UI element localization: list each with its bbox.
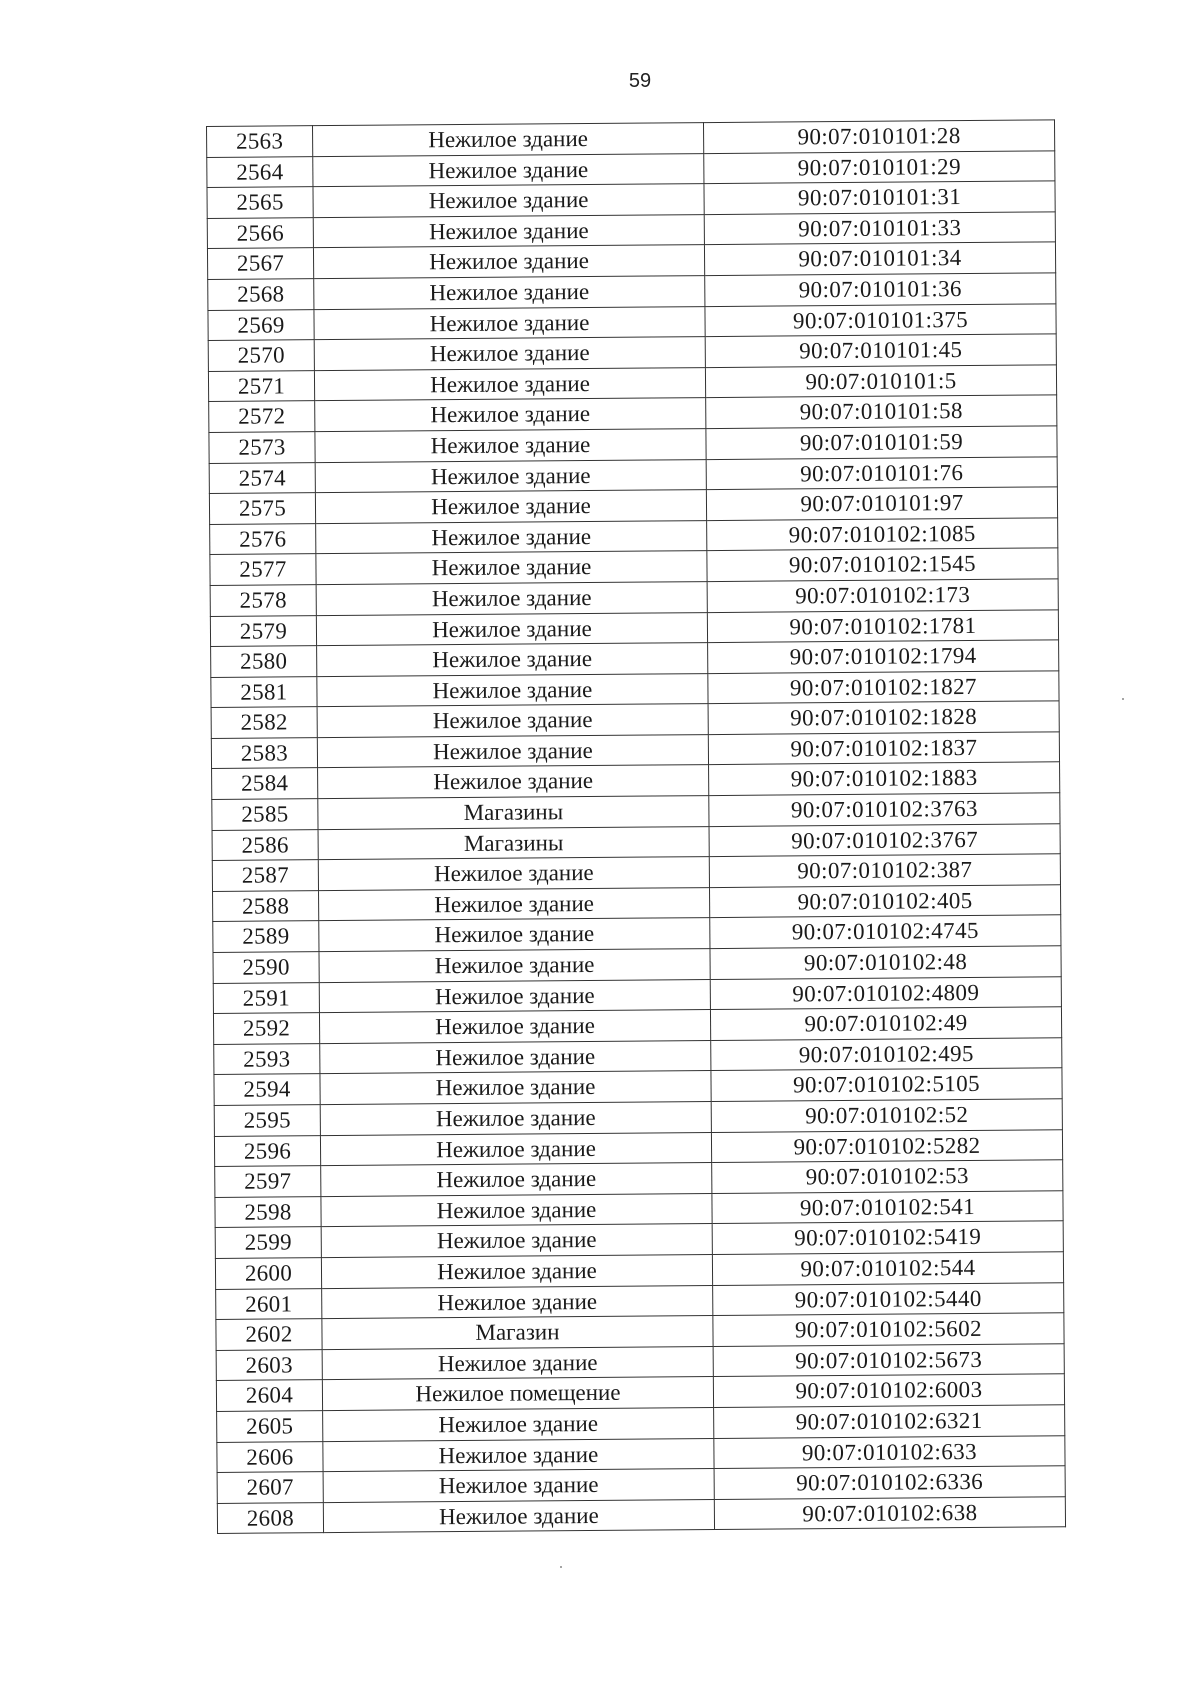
row-number-cell: 2599 <box>215 1227 321 1258</box>
cadastral-number-cell: 90:07:010102:544 <box>712 1252 1063 1285</box>
row-number-cell: 2574 <box>209 462 315 493</box>
object-type-cell: Нежилое здание <box>319 887 710 921</box>
row-number-cell: 2591 <box>213 982 319 1013</box>
row-number-cell: 2600 <box>215 1258 321 1289</box>
cadastral-number-cell: 90:07:010102:1883 <box>709 762 1060 795</box>
object-type-cell: Нежилое здание <box>320 1071 711 1105</box>
cadastral-number-cell: 90:07:010102:3767 <box>709 823 1060 856</box>
row-number-cell: 2578 <box>210 585 316 616</box>
cadastral-number-cell: 90:07:010102:5105 <box>711 1068 1062 1101</box>
cadastral-number-cell: 90:07:010102:1837 <box>708 732 1059 765</box>
cadastral-number-cell: 90:07:010102:52 <box>711 1099 1062 1132</box>
row-number-cell: 2563 <box>207 126 313 157</box>
object-type-cell: Нежилое здание <box>320 1040 711 1074</box>
row-number-cell: 2608 <box>217 1502 323 1533</box>
row-number-cell: 2580 <box>211 646 317 677</box>
object-type-cell: Нежилое здание <box>321 1224 712 1258</box>
object-type-cell: Нежилое здание <box>319 918 710 952</box>
cadastral-number-cell: 90:07:010102:49 <box>710 1007 1061 1040</box>
row-number-cell: 2579 <box>210 615 316 646</box>
cadastral-number-cell: 90:07:010101:33 <box>704 212 1055 245</box>
row-number-cell: 2581 <box>211 676 317 707</box>
object-type-cell: Нежилое здание <box>313 123 704 157</box>
row-number-cell: 2587 <box>212 860 318 891</box>
object-type-cell: Нежилое здание <box>313 214 704 248</box>
row-number-cell: 2577 <box>210 554 316 585</box>
object-type-cell: Нежилое здание <box>317 704 708 738</box>
row-number-cell: 2590 <box>213 952 319 983</box>
cadastral-number-cell: 90:07:010102:1794 <box>708 640 1059 673</box>
cadastral-number-cell: 90:07:010102:1085 <box>707 518 1058 551</box>
row-number-cell: 2607 <box>217 1472 323 1503</box>
cadastral-number-cell: 90:07:010102:495 <box>711 1038 1062 1071</box>
cadastral-number-cell: 90:07:010102:387 <box>709 854 1060 887</box>
object-type-cell: Нежилое здание <box>315 490 706 524</box>
row-number-cell: 2586 <box>212 829 318 860</box>
row-number-cell: 2583 <box>211 738 317 769</box>
row-number-cell: 2565 <box>207 187 313 218</box>
cadastral-number-cell: 90:07:010102:48 <box>710 946 1061 979</box>
row-number-cell: 2602 <box>216 1319 322 1350</box>
row-number-cell: 2567 <box>207 248 313 279</box>
table-row <box>217 1497 1065 1534</box>
page-number: 59 <box>628 70 652 92</box>
row-number-cell: 2597 <box>215 1166 321 1197</box>
cadastral-number-cell: 90:07:010102:5673 <box>713 1344 1064 1377</box>
cadastral-number-cell: 90:07:010102:4745 <box>710 915 1061 948</box>
object-type-cell: Нежилое здание <box>317 673 708 707</box>
object-type-cell: Нежилое здание <box>321 1255 712 1289</box>
object-type-cell: Нежилое здание <box>313 184 704 218</box>
row-number-cell: 2575 <box>209 493 315 524</box>
cadastral-number-cell: 90:07:010102:4809 <box>710 976 1061 1009</box>
row-number-cell: 2573 <box>209 432 315 463</box>
cadastral-number-cell: 90:07:010101:58 <box>706 395 1057 428</box>
cadastral-number-cell: 90:07:010102:6321 <box>714 1405 1065 1438</box>
object-type-cell: Нежилое здание <box>321 1163 712 1197</box>
row-number-cell: 2601 <box>216 1288 322 1319</box>
object-type-cell: Нежилое здание <box>314 306 705 340</box>
object-type-cell: Нежилое здание <box>313 245 704 279</box>
cadastral-number-cell: 90:07:010102:541 <box>712 1191 1063 1224</box>
registry-table <box>206 119 1066 1534</box>
object-type-cell: Нежилое здание <box>319 1010 710 1044</box>
cadastral-number-cell: 90:07:010101:28 <box>703 120 1054 153</box>
object-type-cell: Нежилое здание <box>316 612 707 646</box>
object-type-cell: Нежилое здание <box>314 367 705 401</box>
cadastral-number-cell: 90:07:010102:53 <box>712 1160 1063 1193</box>
row-number-cell: 2605 <box>217 1411 323 1442</box>
cadastral-number-cell: 90:07:010102:1828 <box>708 701 1059 734</box>
cadastral-number-cell: 90:07:010101:34 <box>704 242 1055 275</box>
object-type-cell: Нежилое здание <box>318 765 709 799</box>
object-type-cell: Нежилое здание <box>315 429 706 463</box>
cadastral-number-cell: 90:07:010101:59 <box>706 426 1057 459</box>
object-type-cell: Магазин <box>322 1316 713 1350</box>
object-type-cell: Нежилое здание <box>322 1285 713 1319</box>
row-number-cell: 2603 <box>216 1349 322 1380</box>
cadastral-number-cell: 90:07:010101:375 <box>705 303 1056 336</box>
scan-speck <box>1122 698 1124 700</box>
object-type-cell: Нежилое здание <box>320 1102 711 1136</box>
cadastral-number-cell: 90:07:010101:45 <box>705 334 1056 367</box>
row-number-cell: 2585 <box>212 799 318 830</box>
row-number-cell: 2606 <box>217 1441 323 1472</box>
row-number-cell: 2566 <box>207 217 313 248</box>
cadastral-number-cell: 90:07:010101:29 <box>704 150 1055 183</box>
object-type-cell: Нежилое здание <box>316 581 707 615</box>
row-number-cell: 2576 <box>210 523 316 554</box>
row-number-cell: 2584 <box>212 768 318 799</box>
cadastral-number-cell: 90:07:010101:5 <box>705 365 1056 398</box>
cadastral-number-cell: 90:07:010102:5282 <box>711 1129 1062 1162</box>
row-number-cell: 2589 <box>213 921 319 952</box>
row-number-cell: 2588 <box>213 890 319 921</box>
cadastral-number-cell: 90:07:010102:1781 <box>707 609 1058 642</box>
cadastral-number-cell: 90:07:010102:6336 <box>714 1466 1065 1499</box>
object-type-cell: Магазины <box>318 826 709 860</box>
row-number-cell: 2571 <box>208 370 314 401</box>
row-number-cell: 2604 <box>216 1380 322 1411</box>
row-number-cell: 2569 <box>208 309 314 340</box>
row-number-cell: 2592 <box>213 1013 319 1044</box>
row-number-cell: 2594 <box>214 1074 320 1105</box>
cadastral-number-cell: 90:07:010101:36 <box>705 273 1056 306</box>
object-type-cell: Нежилое здание <box>315 459 706 493</box>
object-type-cell: Нежилое здание <box>315 398 706 432</box>
object-type-cell: Нежилое здание <box>313 153 704 187</box>
cadastral-number-cell: 90:07:010102:5419 <box>712 1221 1063 1254</box>
scan-speck <box>560 1566 562 1568</box>
object-type-cell: Нежилое здание <box>317 643 708 677</box>
object-type-cell: Нежилое здание <box>318 857 709 891</box>
object-type-cell: Нежилое здание <box>323 1469 714 1503</box>
row-number-cell: 2572 <box>209 401 315 432</box>
cadastral-number-cell: 90:07:010101:31 <box>704 181 1055 214</box>
cadastral-number-cell: 90:07:010102:1545 <box>707 548 1058 581</box>
registry-table-body <box>207 120 1066 1534</box>
cadastral-number-cell: 90:07:010102:5440 <box>713 1282 1064 1315</box>
cadastral-number-cell: 90:07:010102:173 <box>707 579 1058 612</box>
object-type-cell: Нежилое здание <box>316 551 707 585</box>
cadastral-number-cell: 90:07:010102:638 <box>714 1497 1065 1530</box>
cadastral-number-cell: 90:07:010102:1827 <box>708 671 1059 704</box>
object-type-cell: Магазины <box>318 796 709 830</box>
cadastral-number-cell: 90:07:010102:6003 <box>713 1374 1064 1407</box>
object-type-cell: Нежилое здание <box>323 1438 714 1472</box>
object-type-cell: Нежилое помещение <box>322 1377 713 1411</box>
object-type-cell: Нежилое здание <box>323 1407 714 1441</box>
row-number-cell: 2582 <box>211 707 317 738</box>
cadastral-number-cell: 90:07:010102:633 <box>714 1435 1065 1468</box>
row-number-cell: 2593 <box>214 1043 320 1074</box>
cadastral-number-cell: 90:07:010101:76 <box>706 456 1057 489</box>
object-type-cell: Нежилое здание <box>322 1346 713 1380</box>
row-number-cell: 2564 <box>207 156 313 187</box>
object-type-cell: Нежилое здание <box>319 949 710 983</box>
object-type-cell: Нежилое здание <box>319 979 710 1013</box>
cadastral-number-cell: 90:07:010102:3763 <box>709 793 1060 826</box>
row-number-cell: 2568 <box>208 279 314 310</box>
cadastral-number-cell: 90:07:010102:405 <box>709 885 1060 918</box>
object-type-cell: Нежилое здание <box>317 734 708 768</box>
row-number-cell: 2598 <box>215 1196 321 1227</box>
object-type-cell: Нежилое здание <box>314 276 705 310</box>
registry-sheet <box>206 119 1065 1534</box>
row-number-cell: 2570 <box>208 340 314 371</box>
cadastral-number-cell: 90:07:010101:97 <box>706 487 1057 520</box>
object-type-cell: Нежилое здание <box>314 337 705 371</box>
object-type-cell: Нежилое здание <box>320 1132 711 1166</box>
row-number-cell: 2596 <box>214 1135 320 1166</box>
object-type-cell: Нежилое здание <box>321 1193 712 1227</box>
object-type-cell: Нежилое здание <box>323 1499 714 1533</box>
cadastral-number-cell: 90:07:010102:5602 <box>713 1313 1064 1346</box>
object-type-cell: Нежилое здание <box>316 520 707 554</box>
row-number-cell: 2595 <box>214 1105 320 1136</box>
